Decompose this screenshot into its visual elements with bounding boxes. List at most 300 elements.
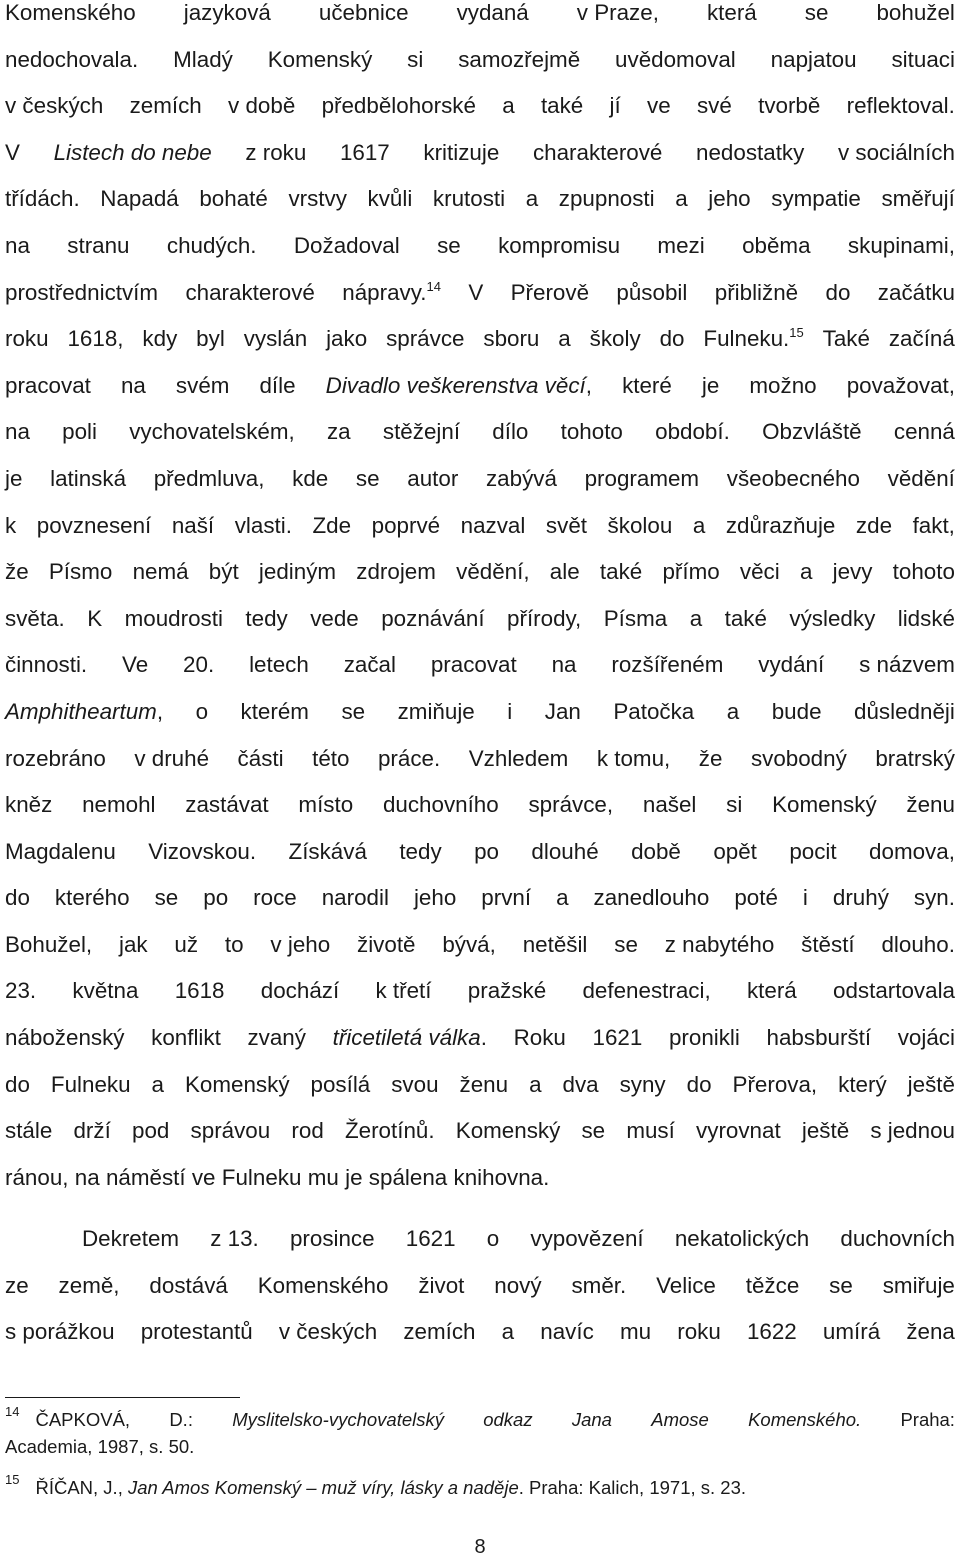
word: a (529, 1071, 542, 1097)
word: nedochovala. (5, 46, 139, 72)
word: v českých (5, 93, 104, 119)
word: ještě (801, 1118, 850, 1144)
word: krutosti (432, 186, 506, 212)
word: k (5, 512, 17, 538)
word: poznávání (381, 605, 485, 631)
text-line (5, 746, 955, 793)
word: práce. (377, 745, 441, 771)
text-line (5, 1072, 955, 1119)
word: nemohl (82, 792, 156, 818)
word: charakterové (185, 279, 315, 305)
word: o (486, 1226, 500, 1251)
word: se (804, 0, 829, 25)
word: si (726, 792, 743, 818)
word: ženu (906, 792, 955, 818)
word: jediným (258, 559, 337, 585)
word: svět (545, 512, 587, 538)
word: jí (609, 93, 621, 119)
word: této (312, 745, 350, 771)
word: a (692, 512, 706, 538)
word: 1617 (339, 139, 390, 165)
word: , (585, 372, 592, 398)
word: štěstí (801, 931, 855, 957)
word: a (556, 885, 569, 911)
word: začátku (877, 279, 955, 305)
word: 23. (5, 978, 37, 1004)
text-line (5, 47, 955, 94)
text-line (5, 885, 955, 932)
word: protestantů (140, 1319, 253, 1345)
word: části (237, 745, 284, 771)
word: ve (191, 1164, 216, 1190)
word: bratrský (875, 745, 955, 771)
word: kterého (54, 885, 130, 911)
word: předmluva, (153, 465, 265, 491)
word: K (87, 605, 103, 631)
footnote-14 (5, 1406, 955, 1460)
word: Bohužel, (5, 931, 93, 957)
word: do (825, 279, 851, 305)
word: oběma (742, 232, 811, 258)
word: Přerově (510, 279, 590, 305)
word: jeho (413, 885, 457, 911)
footnote-ref-14[interactable]: 14 (426, 278, 441, 294)
word: se (355, 465, 380, 491)
word: pražské (467, 978, 547, 1004)
word: se (437, 232, 461, 258)
word: druhý (832, 885, 889, 911)
word: Komenský (184, 1071, 290, 1097)
word: defenestraci, (582, 978, 711, 1004)
word: také (724, 605, 767, 631)
word: samozřejmě (458, 46, 581, 72)
word: a (558, 326, 571, 352)
word: považovat, (846, 372, 955, 398)
paragraph-2 (5, 1226, 955, 1366)
italic-title: třicetiletá válka (332, 1025, 481, 1051)
word: vrstvy (288, 186, 347, 212)
word: zastávat (185, 792, 269, 818)
word: Jan (544, 698, 581, 724)
word: bude (771, 698, 822, 724)
word: knihovna. (453, 1164, 550, 1190)
word: kompromisu (498, 232, 621, 258)
word: Napadá (100, 186, 179, 212)
italic-word: Jana (571, 1409, 612, 1430)
word: v Praze, (576, 0, 659, 25)
word: v sociálních (837, 139, 955, 165)
word: je (345, 1164, 363, 1190)
word: ale (549, 559, 580, 585)
word: spálena (368, 1164, 448, 1190)
word: po (203, 885, 229, 911)
word: vede (310, 605, 359, 631)
word: sympatie (771, 186, 861, 212)
word: stěžejní (382, 419, 461, 445)
word: dílo (492, 419, 529, 445)
italic-word: odkaz (483, 1409, 533, 1430)
word: školou (607, 512, 673, 538)
word: roce (253, 885, 297, 911)
word: kterém (240, 698, 309, 724)
footnote-author: ŘÍČAN, J., (35, 1477, 123, 1498)
word: dlouhé (531, 838, 599, 864)
word: který (838, 1071, 887, 1097)
text-line (5, 1165, 955, 1212)
text-line (5, 1319, 955, 1366)
word: ženu (459, 1071, 509, 1097)
word: Také (822, 326, 870, 352)
word: musí (626, 1118, 675, 1144)
footnote-number: 15 (5, 1472, 20, 1487)
word: a (726, 698, 740, 724)
word: cenná (893, 419, 955, 445)
word: lidské (897, 605, 955, 631)
word: narodil (321, 885, 389, 911)
word: země, (58, 1272, 120, 1298)
word: jak (118, 931, 148, 957)
word: syn. (913, 885, 955, 911)
text-line (5, 466, 955, 513)
italic-word: Komenského. (748, 1409, 862, 1430)
footnote-lead (5, 1406, 130, 1433)
word: díle (259, 372, 296, 398)
word: kvůli (367, 186, 413, 212)
word: první (481, 885, 532, 911)
word: . (480, 1025, 487, 1051)
word: Komenského (5, 0, 136, 25)
word: habsburští (766, 1025, 872, 1051)
word: ze (5, 1272, 29, 1298)
word: letech (249, 652, 309, 678)
word: prostřednictvím (5, 279, 159, 305)
word: činnosti. (5, 652, 88, 678)
word: Zde (312, 512, 352, 538)
word: Dekretem (82, 1226, 180, 1251)
word: zdůrazňuje (725, 512, 836, 538)
word: 1618 (174, 978, 225, 1004)
italic-word: Myslitelsko-vychovatelský (232, 1409, 444, 1430)
word: školy (589, 326, 641, 352)
word: 1622 (746, 1319, 797, 1345)
word: a (502, 93, 515, 119)
word: Fulneku. (703, 326, 790, 352)
word: vlasti. (234, 512, 292, 538)
text-line (5, 280, 955, 327)
footnote-publisher: . Praha: Kalich, 1971, s. 23. (518, 1477, 747, 1498)
word: která (746, 978, 797, 1004)
word: rozšířeném (611, 652, 724, 678)
word: s názvem (859, 652, 955, 678)
word: posílá (310, 1071, 371, 1097)
word: naší (171, 512, 215, 538)
word: zanedlouho (593, 885, 710, 911)
word: přibližně (714, 279, 799, 305)
footnote-lead (5, 1474, 123, 1501)
word: našel (642, 792, 697, 818)
word: těžce (745, 1272, 800, 1298)
word: Přerova, (732, 1071, 818, 1097)
word: k tomu, (596, 745, 671, 771)
word: tedy (245, 605, 288, 631)
word: za (326, 419, 351, 445)
word: na (5, 419, 30, 445)
text-line (5, 1118, 955, 1165)
word: 50. (168, 1436, 195, 1457)
word: zmiňuje (397, 698, 475, 724)
word: je (701, 372, 720, 398)
word: náměstí (105, 1164, 186, 1190)
word: duchovního (382, 792, 499, 818)
italic-title: Divadlo veškerenstva věcí (325, 372, 586, 398)
word: pracovat (430, 652, 517, 678)
word: 1987, (97, 1436, 144, 1457)
word: Písmo (48, 559, 113, 585)
word: na (120, 372, 146, 398)
word: s. (149, 1436, 164, 1457)
word: bohužel (876, 0, 955, 25)
word: jako (326, 326, 368, 352)
text-line (5, 606, 955, 653)
word: zdrojem (356, 559, 436, 585)
word: přímo (662, 559, 720, 585)
word: to (224, 931, 244, 957)
word: pod (132, 1118, 170, 1144)
word: být (208, 559, 239, 585)
word: nemá (132, 559, 189, 585)
word: na (551, 652, 577, 678)
word: výsledky (789, 605, 876, 631)
word: Fulneku (221, 1164, 302, 1190)
word: vydání (758, 652, 825, 678)
word: učebnice (318, 0, 409, 25)
word: a (689, 605, 703, 631)
word: zabývá (485, 465, 557, 491)
word: D.: (169, 1409, 193, 1430)
word: správce, (528, 792, 614, 818)
word: autor (407, 465, 459, 491)
word: poté (734, 885, 778, 911)
text-line (5, 792, 955, 839)
word: kde (292, 465, 329, 491)
text-line (5, 186, 955, 233)
word: a (501, 1319, 515, 1345)
word: zemích (129, 93, 202, 119)
word: všeobecného (726, 465, 860, 491)
word: se (341, 698, 366, 724)
word: Velice (656, 1272, 716, 1298)
word: světa. (5, 605, 65, 631)
word: konflikt (151, 1025, 221, 1051)
word: Ve (122, 652, 149, 678)
word: se (154, 885, 179, 911)
word: Mladý (173, 46, 233, 72)
word: s jednou (870, 1118, 955, 1144)
word: programem (584, 465, 700, 491)
word: přírody, (507, 605, 582, 631)
word: už (174, 931, 199, 957)
text-line (5, 140, 955, 187)
page-number: 8 (474, 1536, 486, 1558)
word: v době (228, 93, 296, 119)
word: z 13. (210, 1226, 259, 1251)
word: prosince (289, 1226, 375, 1251)
word: směřují (881, 186, 955, 212)
word: svobodný (750, 745, 847, 771)
word: dlouho. (881, 931, 955, 957)
word: Magdalenu (5, 838, 116, 864)
footnote-15 (5, 1474, 955, 1501)
word: dostává (149, 1272, 228, 1298)
word: a (675, 186, 688, 212)
word: Dožadoval (293, 232, 400, 258)
paragraph-1 (5, 0, 955, 1211)
word: svém (175, 372, 230, 398)
word: a (151, 1071, 164, 1097)
word: z roku (245, 139, 307, 165)
word-with-footnote (703, 326, 803, 373)
word: zpupnosti (558, 186, 655, 212)
word: Obzvláště (762, 419, 862, 445)
word: roku (5, 326, 49, 352)
word: mezi (657, 232, 705, 258)
word: charakterové (532, 139, 663, 165)
word: jevy (832, 559, 873, 585)
word: vypovězení (530, 1226, 644, 1251)
word: napjatou (770, 46, 857, 72)
word: době (631, 838, 681, 864)
word: jeho (708, 186, 751, 212)
word: Vzhledem (468, 745, 569, 771)
word: začíná (888, 326, 955, 352)
word: v českých (278, 1319, 378, 1345)
word: duchovních (840, 1226, 955, 1251)
footnote-ref-15[interactable]: 15 (789, 325, 804, 341)
word: Academia, (5, 1436, 93, 1457)
word: životě (357, 931, 416, 957)
word: nazval (460, 512, 526, 538)
text-line (5, 932, 955, 979)
word: na (5, 232, 30, 258)
word: žena (906, 1319, 955, 1345)
word: svou (391, 1071, 439, 1097)
word: pracovat (5, 372, 91, 398)
word: se (829, 1272, 853, 1298)
word: sboru (483, 326, 540, 352)
word: třídách. (5, 186, 80, 212)
text-line (5, 699, 955, 746)
word: nekatolických (674, 1226, 810, 1251)
word: mu (619, 1319, 652, 1345)
word: která (706, 0, 757, 25)
word: na (74, 1164, 100, 1190)
italic-word: Amose (651, 1409, 709, 1430)
word: náboženský (5, 1025, 125, 1051)
word: odstartovala (833, 978, 955, 1004)
word: vědění, (456, 559, 530, 585)
word: Roku (513, 1025, 566, 1051)
word: místo (298, 792, 354, 818)
word: správce (386, 326, 465, 352)
word: také (599, 559, 643, 585)
word: Komenský (455, 1118, 561, 1144)
word: chudých. (166, 232, 257, 258)
word: i (802, 885, 808, 911)
word: do (5, 1071, 30, 1097)
footnote-citation (128, 1474, 746, 1501)
word: nový (494, 1272, 542, 1298)
footnote-line (5, 1406, 955, 1433)
word: je (5, 465, 23, 491)
text-line (5, 1025, 955, 1072)
word: opět (713, 838, 757, 864)
word: ve (647, 93, 671, 119)
word: do (5, 885, 30, 911)
word: reflektoval. (846, 93, 955, 119)
word: Patočka (613, 698, 695, 724)
word: stále (5, 1118, 53, 1144)
word: Praha: (900, 1409, 955, 1430)
word: netěšil (522, 931, 588, 957)
footnote-line (5, 1474, 955, 1501)
word: do (659, 326, 685, 352)
word-with-footnote (342, 280, 441, 327)
word: důsledněji (854, 698, 955, 724)
word: května (72, 978, 139, 1004)
italic-title-with-period (333, 1025, 487, 1072)
italic-title-with-comma (326, 373, 592, 420)
word: navíc (540, 1319, 594, 1345)
word: byl (196, 326, 225, 352)
word: vyslán (243, 326, 308, 352)
footnote-number: 14 (5, 1404, 20, 1419)
word: správou (190, 1118, 271, 1144)
word: povznesení (36, 512, 152, 538)
word: po (474, 838, 499, 864)
footnote-line (5, 1433, 955, 1460)
word: rod (291, 1118, 324, 1144)
word: ČAPKOVÁ, (35, 1409, 131, 1430)
word: vyrovnat (696, 1118, 781, 1144)
word: drží (73, 1118, 111, 1144)
word: ještě (907, 1071, 955, 1097)
word: umírá (822, 1319, 881, 1345)
word: stranu (67, 232, 130, 258)
word: 1618, (67, 326, 124, 352)
word: V (468, 279, 484, 305)
word: zemích (403, 1319, 476, 1345)
text-line (5, 513, 955, 560)
text-line (5, 1273, 955, 1320)
word: možno (749, 372, 817, 398)
word: Vizovskou. (148, 838, 257, 864)
text-line (5, 1226, 955, 1273)
word: Písma (603, 605, 668, 631)
text-line (5, 373, 955, 420)
footnote-separator (5, 1397, 240, 1398)
word: uvědomoval (615, 46, 736, 72)
word: kněz (5, 792, 53, 818)
italic-title: Amphitheartum (5, 698, 157, 724)
word: nedostatky (696, 139, 805, 165)
word: pronikli (668, 1025, 740, 1051)
word: život (418, 1272, 465, 1298)
text-line (5, 0, 955, 47)
text-line (5, 978, 955, 1025)
word: jazyková (183, 0, 271, 25)
word: poprvé (371, 512, 441, 538)
word: vychovatelském, (129, 419, 295, 445)
